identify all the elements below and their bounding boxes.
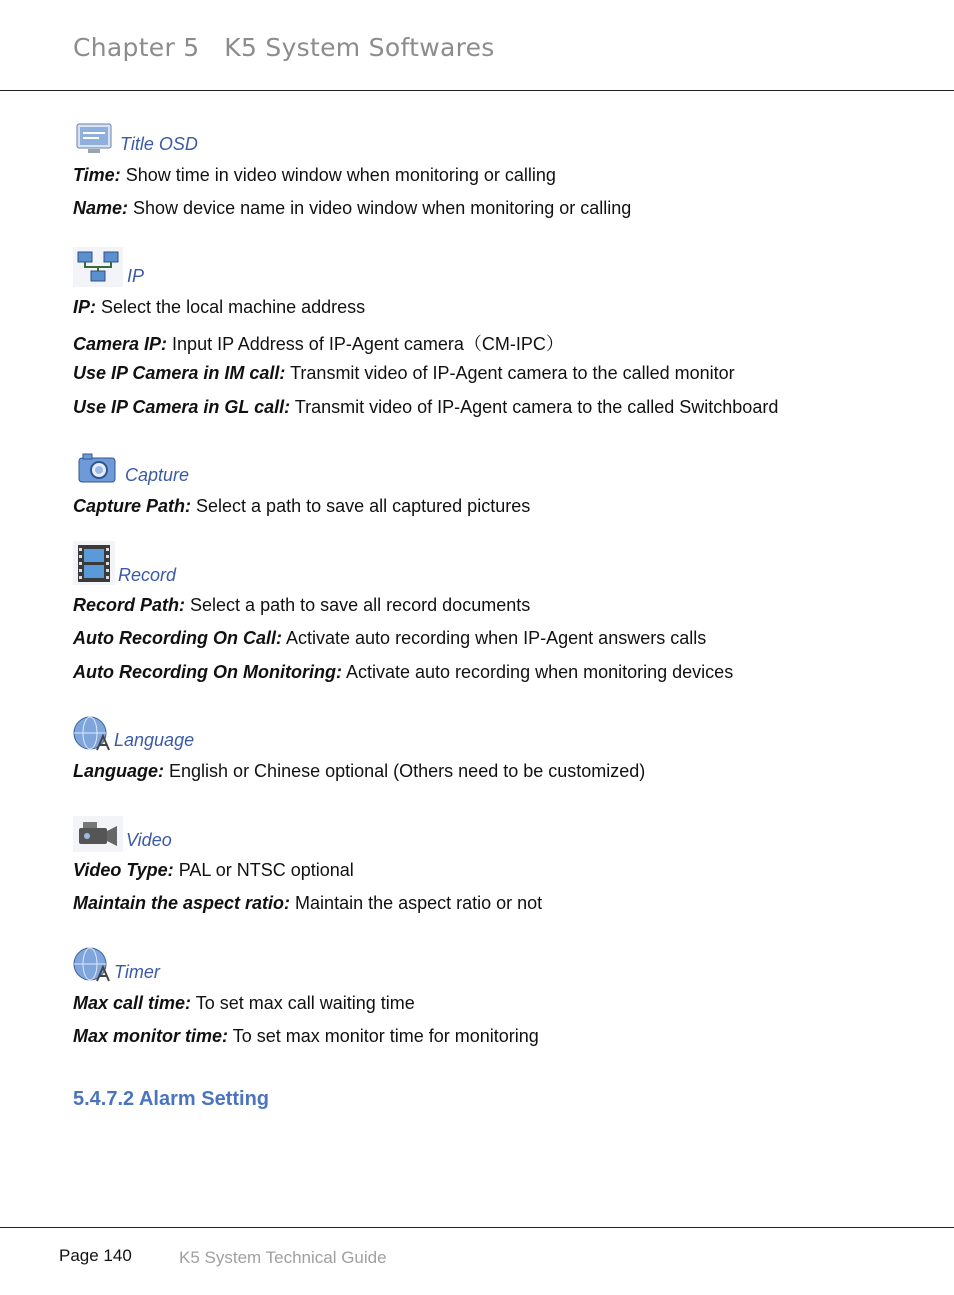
- list-item: Time: Show time in video window when monitoring or calling: [73, 165, 556, 185]
- guide-title: K5 System Technical Guide: [179, 1248, 387, 1267]
- monitor-osd-icon: [76, 123, 112, 155]
- video-camera-icon: [73, 816, 123, 852]
- section-title-language: Language: [114, 730, 195, 750]
- list-item: Language: English or Chinese optional (Others need to be customized): [73, 761, 646, 781]
- list-item: Video Type: PAL or NTSC optional: [73, 860, 354, 880]
- list-item: Use IP Camera in GL call: Transmit video of IP-Agent camera to the called Switchboard: [73, 397, 779, 417]
- section-title-video: Video: [126, 830, 172, 850]
- section-title-capture: Capture: [125, 465, 190, 485]
- network-computers-icon: [73, 247, 123, 287]
- list-item: Record Path: Select a path to save all record documents: [73, 595, 531, 615]
- alarm-setting-heading: 5.4.7.2 Alarm Setting: [73, 1088, 269, 1110]
- list-item: Auto Recording On Call: Activate auto recording when IP-Agent answers calls: [73, 628, 707, 648]
- list-item: Use IP Camera in IM call: Transmit video of IP-Agent camera to the called monitor: [73, 363, 735, 383]
- globe-language-icon: [73, 716, 111, 752]
- list-item: Auto Recording On Monitoring: Activate auto recording when monitoring devices: [73, 662, 734, 682]
- list-item: Capture Path: Select a path to save all captured pictures: [73, 496, 531, 516]
- camera-icon: [78, 453, 116, 483]
- chapter-label: Chapter 5: [73, 33, 200, 62]
- page-number: Page 140: [59, 1246, 132, 1265]
- list-item: Name: Show device name in video window when monitoring or calling: [73, 198, 632, 218]
- section-title-timer: Timer: [114, 962, 160, 982]
- section-title-osd: Title OSD: [120, 134, 198, 154]
- list-item: IP: Select the local machine address: [73, 297, 366, 317]
- list-item: Camera IP: Input IP Address of IP-Agent camera（CM-IPC）: [73, 334, 564, 354]
- header-divider: [0, 90, 954, 91]
- film-strip-icon: [73, 541, 115, 585]
- chapter-title: K5 System Softwares: [224, 33, 495, 62]
- list-item: Maintain the aspect ratio: Maintain the aspect ratio or not: [73, 893, 543, 913]
- globe-timer-icon: [73, 947, 111, 983]
- section-title-ip: IP: [127, 266, 145, 286]
- chapter-header: [73, 33, 495, 62]
- footer-divider: [0, 1227, 954, 1228]
- list-item: Max call time: To set max call waiting time: [73, 993, 415, 1013]
- section-title-record: Record: [118, 565, 177, 585]
- list-item: Max monitor time: To set max monitor time for monitoring: [73, 1026, 539, 1046]
